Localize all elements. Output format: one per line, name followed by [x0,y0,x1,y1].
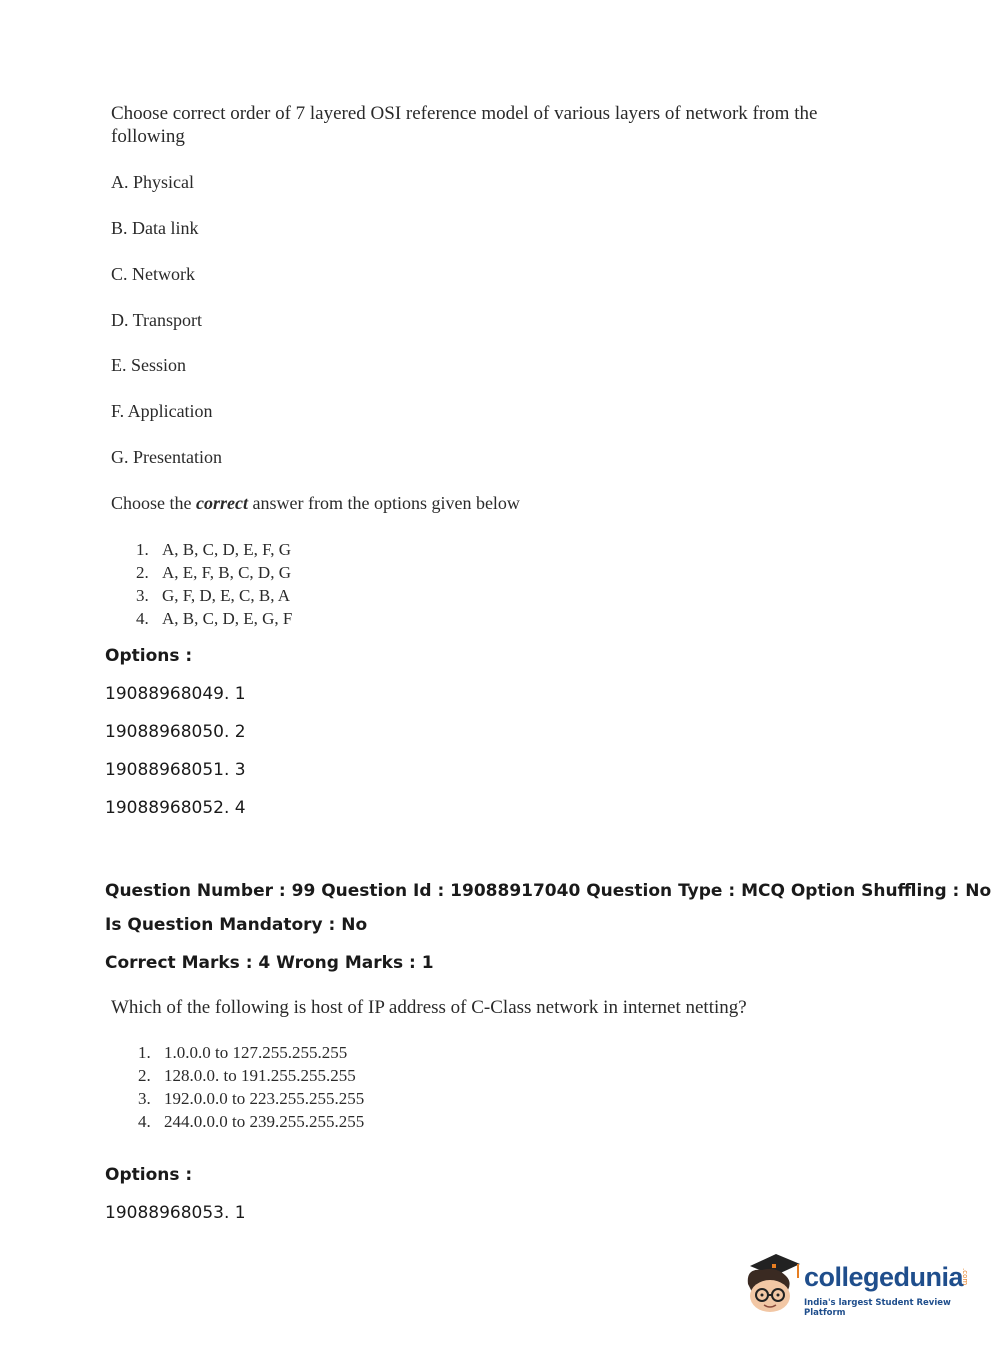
logo-wordmark: collegedunia [804,1262,964,1292]
answer-instruction: Choose the correct answer from the options given below [111,493,520,513]
answer-choice: 4. A, B, C, D, E, G, F [136,609,293,628]
question-text-line-1: Choose correct order of 7 layered OSI reference model of various layers of network from the [111,103,818,124]
osi-layer-item: E. Session [111,355,187,375]
osi-layer-item: A. Physical [111,172,194,192]
question-text: Which of the following is host of IP address of C-Class network in internet netting? [111,997,747,1018]
option-id: 19088968051. 3 [105,760,246,780]
collegedunia-logo [742,1248,972,1318]
answer-choice-list [136,538,292,630]
mascot-icon [742,1248,802,1318]
logo-tagline: India's largest Student Review Platform [804,1298,951,1318]
option-id: 19088968049. 1 [105,684,246,704]
answer-choice: 1. 1.0.0.0 to 127.255.255.255 [138,1043,348,1062]
answer-choice: 3. 192.0.0.0 to 223.255.255.255 [138,1089,365,1108]
answer-choice: 2. A, E, F, B, C, D, G [136,563,291,582]
option-id: 19088968050. 2 [105,722,246,742]
options-heading: Options : [105,646,193,666]
osi-layer-item: B. Data link [111,218,199,238]
answer-choice: 2. 128.0.0. to 191.255.255.255 [138,1066,356,1085]
osi-layer-item: G. Presentation [111,447,222,467]
option-id: 19088968052. 4 [105,798,246,818]
logo-domain: .com [961,1268,969,1286]
osi-layer-item: C. Network [111,264,195,284]
answer-choice: 1. A, B, C, D, E, F, G [136,540,291,559]
question-marks: Correct Marks : 4 Wrong Marks : 1 [105,953,434,973]
osi-layer-item: D. Transport [111,310,203,330]
answer-choice: 4. 244.0.0.0 to 239.255.255.255 [138,1112,365,1131]
question-meta: Question Number : 99 Question Id : 19088917040 Question Type : MCQ Option Shuffling : No [105,881,992,901]
option-id: 19088968053. 1 [105,1203,246,1223]
options-heading: Options : [105,1165,193,1185]
question-text-line-2: following [111,126,185,147]
answer-choice: 3. G, F, D, E, C, B, A [136,586,291,605]
osi-layer-item: F. Application [111,401,213,421]
answer-choice-list [138,1041,364,1133]
question-mandatory: Is Question Mandatory : No [105,915,368,935]
